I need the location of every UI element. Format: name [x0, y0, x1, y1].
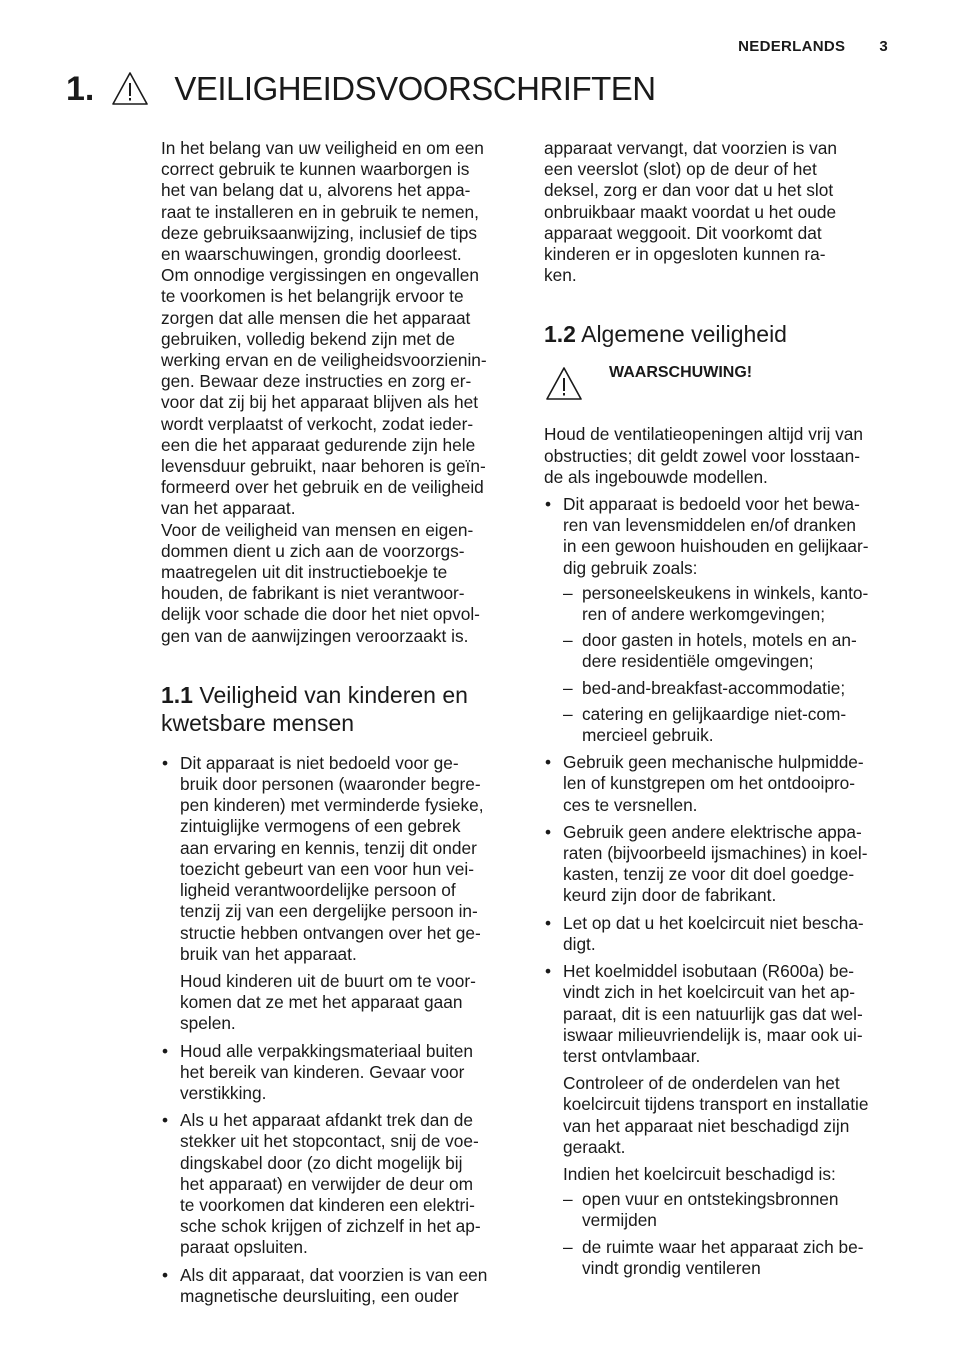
section-number: 1.2	[544, 321, 576, 348]
children-safety-list	[161, 753, 513, 1307]
item-text: • Als dit apparaat, dat voorzien is van een magnetische deursluiting, een ouder	[180, 1264, 488, 1306]
warning-box	[544, 364, 896, 404]
warning-text: Houd de ventilatieopeningen altijd vrij van obstructies; dit geldt zowel voor losstaan- de als ingebouwde modellen.	[544, 424, 863, 487]
page-number: 3	[879, 38, 888, 55]
sublist-item: – bed-and-breakfast-accommodatie;	[563, 678, 896, 699]
sublist-item: – catering en gelijkaardige niet-com- mercieel gebruik.	[563, 704, 896, 746]
chapter-heading: VEILIGHEIDSVOORSCHRIFTEN	[174, 70, 656, 107]
section-1-2-heading	[544, 320, 896, 348]
item-text: • Dit apparaat is niet bedoeld voor ge- bruik door personen (waaronder begre- pen kinderen) met verminderde fysieke, zintuiglijke vermogens of een gebrek aan ervaring en kennis, tenzij dit onder toezicht gebeurt van een voor hun vei- ligheid verantwoordelijke persoon of tenzij zij van een dergelijke persoon in- structie hebben ontvangen over het ge- bruik van het apparaat.	[180, 752, 484, 964]
section-title: Veiligheid van kinderen en kwetsbare mensen	[161, 681, 468, 736]
sublist-item: – personeelskeukens in winkels, kanto- ren of andere werkomgevingen;	[563, 583, 896, 625]
list-item	[161, 1110, 513, 1258]
list-item	[544, 913, 896, 955]
item-text: • Gebruik geen mechanische hulpmidde- len of kunstgrepen om het ontdooipro- ces te versnellen.	[563, 752, 864, 815]
item-text: • Gebruik geen andere elektrische appa- raten (bijvoorbeeld ijsmachines) in koel- kasten, tenzij ze voor dit doel goedge- keurd zijn door de fabrikant.	[563, 821, 868, 906]
item-text: • Let op dat u het koelcircuit niet bescha- digt.	[563, 912, 864, 954]
list-item	[161, 753, 513, 1035]
damage-sublist	[563, 1189, 896, 1279]
page-header	[738, 38, 888, 55]
section-number: 1.1	[161, 681, 193, 708]
list-item	[544, 494, 896, 746]
item-text: • Als u het apparaat afdankt trek dan de stekker uit het stopcontact, snij de voe- dingskabel door (zo dicht mogelijk bij het apparaat) en verwijder de deur om te voorkomen dat kinderen een elektri- sche schok krijgen of zichzelf in het ap- paraat opsluiten.	[180, 1110, 481, 1258]
chapter-title	[66, 66, 656, 112]
usage-sublist	[563, 583, 896, 746]
warning-triangle-icon	[110, 69, 150, 109]
intro-paragraph-2: Voor de veiligheid van mensen en eigen- dommen dient u zich aan de voorzorgs- maatregelen uit dit instructieboekje te houden, de fabrikant is niet verantwoor- delijk voor schade die door het niet opvol- gen van de aanwijzingen veroorzaakt is.	[161, 519, 480, 646]
sublist-item: – door gasten in hotels, motels en an- dere residentiële omgevingen;	[563, 630, 896, 672]
language-label: NEDERLANDS	[738, 38, 846, 55]
chapter-number: 1.	[66, 69, 95, 108]
section-1-1-heading	[161, 681, 513, 737]
list-item	[544, 822, 896, 907]
section-title: Algemene veiligheid	[581, 321, 787, 348]
list-item	[544, 752, 896, 816]
list-item	[161, 1041, 513, 1105]
sublist-item: – de ruimte waar het apparaat zich be- vindt grondig ventileren	[563, 1237, 896, 1279]
continued-paragraph: apparaat vervangt, dat voorzien is van een veerslot (slot) op de deur of het deksel, zorg er dan voor dat u het slot onbruikbaar maakt voordat u het oude apparaat weggooit. Dit voorkomt dat kinderen er in opgesloten kunnen ra- ken.	[544, 138, 837, 286]
item-extra-text: Controleer of de onderdelen van het koelcircuit tijdens transport en installatie van het apparaat niet beschadigd zijn geraakt.	[563, 1073, 869, 1157]
sublist-item: – open vuur en ontstekingsbronnen vermijden	[563, 1189, 896, 1231]
item-text: • Houd alle verpakkingsmateriaal buiten het bereik van kinderen. Gevaar voor verstikking.	[180, 1040, 473, 1103]
warning-label: WAARSCHUWING!	[609, 364, 753, 382]
list-item	[161, 1265, 513, 1307]
intro-paragraph-1: In het belang van uw veiligheid en om een correct gebruik te kunnen waarborgen is het van belang dat u, alvorens het appa- raat te installeren en in gebruik te nemen, deze gebruiksaanwijzing, inclusief de tips en waarschuwingen, grondig doorleest. Om onnodige vergissingen en ongevallen te voorkomen is het belangrijk ervoor te zorgen dat alle mensen die het apparaat gebruiken, volledig bekend zijn met de werking ervan en de veiligheidsvoorzienin- gen. Bewaar deze instructies en zorg er- voor dat zij bij het apparaat blijven als het wordt verplaatst of verkocht, zodat ieder- een die het apparaat gedurende zijn hele levensduur gebruikt, naar behoren is geïn- formeerd over het gebruik en de veiligheid van het apparaat.	[161, 138, 487, 519]
left-column	[161, 138, 513, 1313]
item-text: • Het koelmiddel isobutaan (R600a) be- vindt zich in het koelcircuit van het ap- paraat, dit is een natuurlijk gas dat wel- iswaar milieuvriendelijk is, maar ook ui- terst ontvlambaar.	[563, 961, 863, 1066]
item-extra-text: Indien het koelcircuit beschadigd is:	[563, 1163, 836, 1184]
right-column	[544, 138, 896, 1285]
warning-triangle-icon	[544, 364, 584, 404]
general-safety-list	[544, 494, 896, 1279]
item-extra-text: Houd kinderen uit de buurt om te voor- komen dat ze met het apparaat gaan spelen.	[180, 970, 476, 1034]
item-text: • Dit apparaat is bedoeld voor het bewa- ren van levensmiddelen en/of dranken in een gewoon huishouden en gelijkaar- dig gebruik zoals:	[563, 494, 869, 578]
list-item	[544, 961, 896, 1279]
